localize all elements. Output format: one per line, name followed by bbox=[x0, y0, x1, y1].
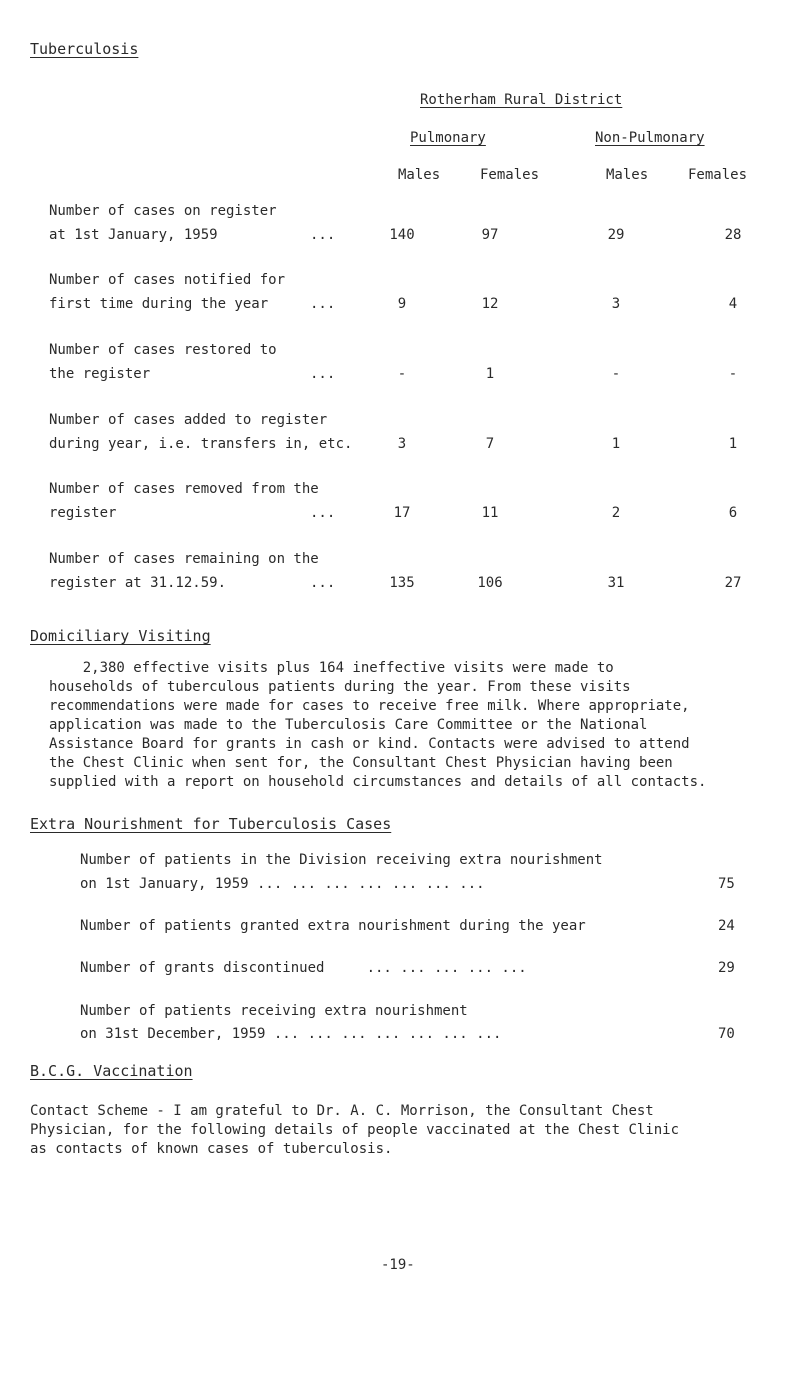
pulmonary-header: Pulmonary bbox=[410, 130, 486, 146]
nonpulmonary-females-cell: 6 bbox=[728, 505, 738, 521]
row-label-line1: Number of cases restored to bbox=[49, 342, 277, 358]
row-dots: ... bbox=[310, 366, 336, 382]
nourishment-item-line2: on 31st December, 1959 ... ... ... ... ... ... ... bbox=[80, 1026, 502, 1042]
paragraph-line: application was made to the Tuberculosis Care Committee or the National bbox=[49, 717, 648, 733]
pulmonary-females-cell: 106 bbox=[477, 575, 503, 591]
paragraph-line: the Chest Clinic when sent for, the Consultant Chest Physician having been bbox=[49, 755, 673, 771]
row-label-line2: register bbox=[49, 505, 117, 521]
row-dots: ... bbox=[310, 505, 336, 521]
pulmonary-males-cell: 140 bbox=[389, 227, 415, 243]
row-label-line1: Number of cases added to register bbox=[49, 412, 328, 428]
nourishment-item-line1: Number of patients in the Division receiving extra nourishment bbox=[80, 852, 603, 868]
pulmonary-females-cell: 11 bbox=[481, 505, 499, 521]
nourishment-item-value: 70 bbox=[718, 1026, 735, 1042]
domiciliary-heading: Domiciliary Visiting bbox=[30, 627, 211, 645]
nonpulmonary-females-cell: 27 bbox=[724, 575, 742, 591]
nonpulmonary-males-cell: 3 bbox=[611, 296, 621, 312]
district-heading: Rotherham Rural District bbox=[420, 92, 623, 108]
pulmonary-females-cell: 1 bbox=[485, 366, 495, 382]
pulmonary-males-cell: 3 bbox=[397, 436, 407, 452]
nourishment-item-line2: on 1st January, 1959 ... ... ... ... ... ... ... bbox=[80, 876, 485, 892]
paragraph-line: as contacts of known cases of tuberculosis. bbox=[30, 1141, 393, 1157]
domiciliary-paragraph bbox=[49, 659, 779, 792]
nourishment-item-line1: Number of grants discontinued ... ... ... ... ... bbox=[80, 960, 527, 976]
pulmonary-males-header: Males bbox=[398, 167, 441, 183]
nourishment-item-line1: Number of patients receiving extra nourishment bbox=[80, 1003, 468, 1019]
nourishment-item-value: 75 bbox=[718, 876, 735, 892]
nonpulmonary-females-cell: - bbox=[728, 366, 738, 382]
paragraph-line: households of tuberculous patients during the year. From these visits bbox=[49, 679, 631, 695]
row-label-line2: during year, i.e. transfers in, etc. bbox=[49, 436, 353, 452]
nonpulmonary-males-cell: 2 bbox=[611, 505, 621, 521]
row-dots: ... bbox=[310, 575, 336, 591]
page-title: Tuberculosis bbox=[30, 40, 139, 58]
nourishment-item-line1: Number of patients granted extra nourishment during the year bbox=[80, 918, 586, 934]
non-pulmonary-header: Non-Pulmonary bbox=[595, 130, 705, 146]
pulmonary-males-cell: - bbox=[397, 366, 407, 382]
bcg-paragraph bbox=[30, 1102, 760, 1159]
pulmonary-males-cell: 9 bbox=[397, 296, 407, 312]
nourishment-item-value: 24 bbox=[718, 918, 735, 934]
nonpulmonary-females-cell: 1 bbox=[728, 436, 738, 452]
nonpulmonary-females-header: Females bbox=[688, 167, 748, 183]
nonpulmonary-males-cell: - bbox=[611, 366, 621, 382]
row-label-line1: Number of cases removed from the bbox=[49, 481, 319, 497]
paragraph-line: Physician, for the following details of people vaccinated at the Chest Clinic bbox=[30, 1122, 680, 1138]
paragraph-line: Contact Scheme - I am grateful to Dr. A. C. Morrison, the Consultant Chest bbox=[30, 1103, 654, 1119]
nonpulmonary-males-cell: 31 bbox=[607, 575, 625, 591]
paragraph-line: 2,380 effective visits plus 164 ineffective visits were made to bbox=[49, 660, 614, 676]
nonpulmonary-males-cell: 29 bbox=[607, 227, 625, 243]
row-label-line2: at 1st January, 1959 bbox=[49, 227, 218, 243]
nonpulmonary-females-cell: 28 bbox=[724, 227, 742, 243]
nourishment-heading: Extra Nourishment for Tuberculosis Cases bbox=[30, 815, 392, 833]
page-number: -19- bbox=[381, 1257, 415, 1273]
bcg-heading: B.C.G. Vaccination bbox=[30, 1062, 193, 1080]
row-label-line1: Number of cases on register bbox=[49, 203, 277, 219]
row-dots: ... bbox=[310, 296, 336, 312]
row-label-line1: Number of cases notified for bbox=[49, 272, 286, 288]
nourishment-item-value: 29 bbox=[718, 960, 735, 976]
nonpulmonary-males-header: Males bbox=[606, 167, 649, 183]
paragraph-line: recommendations were made for cases to receive free milk. Where appropriate, bbox=[49, 698, 690, 714]
pulmonary-males-cell: 17 bbox=[393, 505, 411, 521]
nonpulmonary-females-cell: 4 bbox=[728, 296, 738, 312]
row-label-line2: first time during the year bbox=[49, 296, 269, 312]
pulmonary-females-cell: 7 bbox=[485, 436, 495, 452]
pulmonary-females-cell: 12 bbox=[481, 296, 499, 312]
row-label-line1: Number of cases remaining on the bbox=[49, 551, 319, 567]
paragraph-line: supplied with a report on household circumstances and details of all contacts. bbox=[49, 774, 707, 790]
row-dots: ... bbox=[310, 227, 336, 243]
pulmonary-females-cell: 97 bbox=[481, 227, 499, 243]
paragraph-line: Assistance Board for grants in cash or kind. Contacts were advised to attend bbox=[49, 736, 690, 752]
row-label-line2: the register bbox=[49, 366, 151, 382]
row-label-line2: register at 31.12.59. bbox=[49, 575, 227, 591]
nonpulmonary-males-cell: 1 bbox=[611, 436, 621, 452]
pulmonary-females-header: Females bbox=[480, 167, 540, 183]
pulmonary-males-cell: 135 bbox=[389, 575, 415, 591]
